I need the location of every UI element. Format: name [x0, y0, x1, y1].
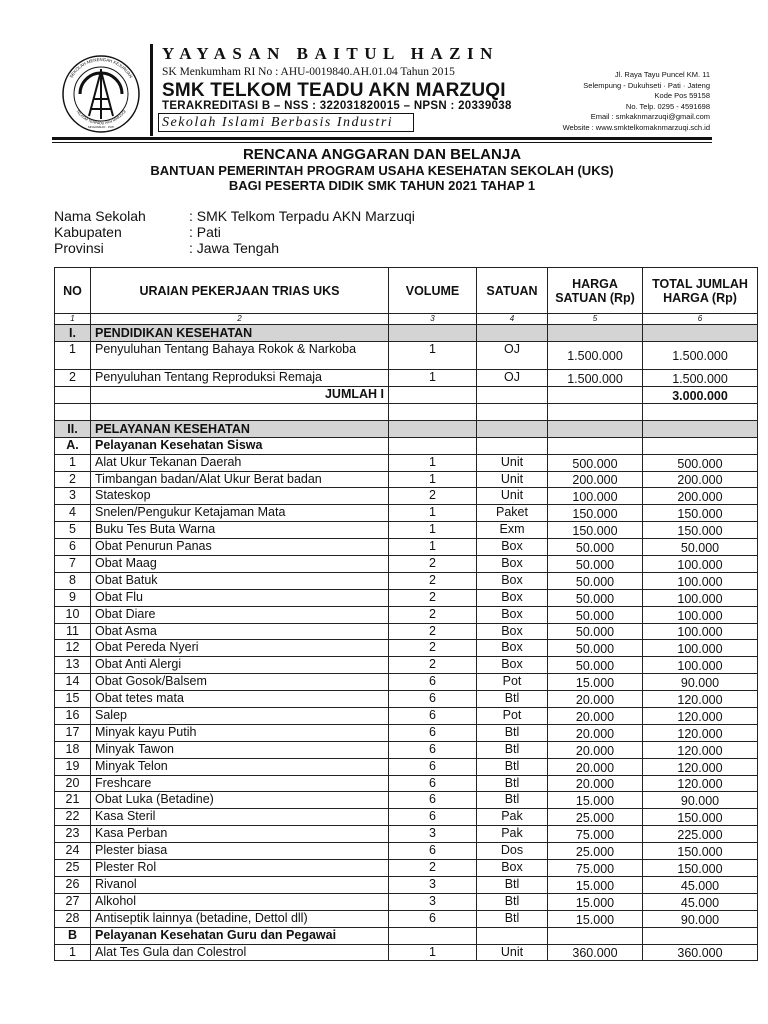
row-no: 9: [55, 589, 91, 606]
svg-text:SEKOLAH MENENGAH KEJURUAN: SEKOLAH MENENGAH KEJURUAN: [68, 56, 134, 79]
school-address: [563, 70, 710, 133]
row-no: 27: [55, 893, 91, 910]
row-unit: Box: [477, 640, 548, 657]
school-info: [54, 208, 415, 256]
row-total: 100.000: [643, 623, 758, 640]
col-number: 3: [389, 314, 477, 325]
row-volume: 2: [389, 572, 477, 589]
row-volume: 1: [389, 944, 477, 961]
table-row: [55, 826, 758, 843]
row-volume: 1: [389, 539, 477, 556]
row-volume: 6: [389, 792, 477, 809]
info-value: : Jawa Tengah: [189, 240, 280, 256]
row-total: 45.000: [643, 893, 758, 910]
row-price: 500.000: [548, 454, 643, 471]
table-row: [55, 691, 758, 708]
info-label: Kabupaten: [54, 224, 122, 240]
document-subtitle: BANTUAN PEMERINTAH PROGRAM USAHA KESEHATAN SEKOLAH (UKS): [150, 163, 614, 178]
row-no: 8: [55, 572, 91, 589]
sk-number: SK Menkumham RI No : AHU-0019840.AH.01.04 Tahun 2015: [162, 66, 455, 78]
row-item: Timbangan badan/Alat Ukur Berat badan: [91, 471, 389, 488]
row-price: 1.500.000: [548, 370, 643, 387]
row-total: 90.000: [643, 792, 758, 809]
row-price: 50.000: [548, 623, 643, 640]
row-item: Obat Penurun Panas: [91, 539, 389, 556]
section-row: [55, 325, 758, 342]
svg-text:SINGOREJO · PATI: SINGOREJO · PATI: [87, 125, 115, 129]
table-row: [55, 674, 758, 691]
table-header-row: [55, 268, 758, 314]
row-volume: 2: [389, 860, 477, 877]
row-volume: 1: [389, 471, 477, 488]
row-volume: 1: [389, 505, 477, 522]
document-subtitle: BAGI PESERTA DIDIK SMK TAHUN 2021 TAHAP 1: [228, 178, 536, 193]
row-unit: Box: [477, 572, 548, 589]
svg-text:TELKOM TERPADU AKN MARZUQI: TELKOM TERPADU AKN MARZUQI: [75, 109, 127, 126]
col-header-total: TOTAL JUMLAH HARGA (Rp): [643, 268, 758, 314]
row-price: 25.000: [548, 843, 643, 860]
row-item: Kasa Steril: [91, 809, 389, 826]
row-no: 10: [55, 606, 91, 623]
row-unit: Box: [477, 606, 548, 623]
table-row: [55, 606, 758, 623]
row-unit: Unit: [477, 488, 548, 505]
row-total: 360.000: [643, 944, 758, 961]
table-row: [55, 758, 758, 775]
row-no: 15: [55, 691, 91, 708]
row-unit: OJ: [477, 370, 548, 387]
header-divider: [150, 44, 153, 136]
row-price: 20.000: [548, 758, 643, 775]
row-unit: Unit: [477, 944, 548, 961]
section-no: II.: [55, 420, 91, 437]
table-row: [55, 522, 758, 539]
table-row: [55, 640, 758, 657]
row-total: 100.000: [643, 606, 758, 623]
col-header-volume: VOLUME: [389, 268, 477, 314]
row-total: 120.000: [643, 758, 758, 775]
row-unit: Btl: [477, 792, 548, 809]
row-unit: Box: [477, 860, 548, 877]
row-no: 5: [55, 522, 91, 539]
row-unit: Btl: [477, 691, 548, 708]
row-volume: 1: [389, 522, 477, 539]
row-unit: Unit: [477, 454, 548, 471]
row-volume: 3: [389, 876, 477, 893]
row-unit: Btl: [477, 893, 548, 910]
col-number: 5: [548, 314, 643, 325]
row-item: Stateskop: [91, 488, 389, 505]
row-item: Kasa Perban: [91, 826, 389, 843]
row-unit: Box: [477, 539, 548, 556]
address-line: Website : www.smktelkomaknmarzuqi.sch.id: [562, 122, 710, 132]
row-no: 19: [55, 758, 91, 775]
row-unit: Btl: [477, 741, 548, 758]
row-price: 15.000: [548, 674, 643, 691]
row-no: 2: [55, 370, 91, 387]
header-rule: [52, 137, 712, 140]
row-volume: 2: [389, 623, 477, 640]
row-price: 20.000: [548, 775, 643, 792]
row-price: 15.000: [548, 910, 643, 927]
section-no: I.: [55, 325, 91, 342]
table-row: [55, 944, 758, 961]
row-item: Alat Ukur Tekanan Daerah: [91, 454, 389, 471]
row-no: 3: [55, 488, 91, 505]
row-price: 1.500.000: [548, 342, 643, 370]
row-price: 50.000: [548, 572, 643, 589]
table-row: [55, 623, 758, 640]
row-volume: 1: [389, 454, 477, 471]
row-price: 200.000: [548, 471, 643, 488]
row-unit: Btl: [477, 758, 548, 775]
row-price: 15.000: [548, 876, 643, 893]
subsection-title: Pelayanan Kesehatan Guru dan Pegawai: [91, 927, 389, 944]
row-unit: Box: [477, 657, 548, 674]
table-row: [55, 910, 758, 927]
table-row: [55, 708, 758, 725]
row-volume: 6: [389, 843, 477, 860]
row-no: 17: [55, 724, 91, 741]
row-item: Salep: [91, 708, 389, 725]
row-price: 20.000: [548, 691, 643, 708]
col-header-unit: SATUAN: [477, 268, 548, 314]
table-row: [55, 471, 758, 488]
col-number: 2: [91, 314, 389, 325]
row-item: Penyuluhan Tentang Bahaya Rokok & Narkoba: [91, 342, 389, 370]
section-title: PELAYANAN KESEHATAN: [91, 420, 389, 437]
row-price: 100.000: [548, 488, 643, 505]
info-value: : SMK Telkom Terpadu AKN Marzuqi: [189, 208, 415, 224]
section-row: [55, 420, 758, 437]
row-item: Obat Asma: [91, 623, 389, 640]
row-total: 1.500.000: [643, 370, 758, 387]
row-total: 500.000: [643, 454, 758, 471]
table-row: [55, 505, 758, 522]
row-item: Penyuluhan Tentang Reproduksi Remaja: [91, 370, 389, 387]
row-volume: 6: [389, 674, 477, 691]
row-no: 22: [55, 809, 91, 826]
info-row: [54, 224, 415, 240]
row-unit: Pak: [477, 826, 548, 843]
row-volume: 2: [389, 488, 477, 505]
subtotal-label: JUMLAH I: [91, 386, 389, 403]
row-volume: 2: [389, 657, 477, 674]
row-volume: 6: [389, 708, 477, 725]
table-row: [55, 741, 758, 758]
row-unit: Exm: [477, 522, 548, 539]
row-item: Freshcare: [91, 775, 389, 792]
row-item: Obat Maag: [91, 556, 389, 573]
row-no: 18: [55, 741, 91, 758]
section-title: PENDIDIKAN KESEHATAN: [91, 325, 389, 342]
row-no: 7: [55, 556, 91, 573]
row-price: 15.000: [548, 893, 643, 910]
row-item: Obat Gosok/Balsem: [91, 674, 389, 691]
table-row: [55, 860, 758, 877]
row-item: Obat Pereda Nyeri: [91, 640, 389, 657]
row-no: 23: [55, 826, 91, 843]
header-rule: [52, 142, 712, 143]
row-price: 50.000: [548, 640, 643, 657]
row-no: 6: [55, 539, 91, 556]
row-unit: Unit: [477, 471, 548, 488]
row-unit: Btl: [477, 724, 548, 741]
row-price: 20.000: [548, 724, 643, 741]
row-item: Plester biasa: [91, 843, 389, 860]
row-item: Minyak kayu Putih: [91, 724, 389, 741]
row-total: 120.000: [643, 741, 758, 758]
row-total: 100.000: [643, 657, 758, 674]
row-volume: 3: [389, 826, 477, 843]
row-price: 20.000: [548, 708, 643, 725]
row-no: 25: [55, 860, 91, 877]
row-price: 75.000: [548, 826, 643, 843]
col-number: 6: [643, 314, 758, 325]
row-no: 26: [55, 876, 91, 893]
school-name: SMK TELKOM TEADU AKN MARZUQI: [162, 80, 506, 101]
school-logo: [56, 54, 146, 134]
row-unit: Box: [477, 589, 548, 606]
row-unit: Btl: [477, 910, 548, 927]
row-item: Alkohol: [91, 893, 389, 910]
row-item: Minyak Tawon: [91, 741, 389, 758]
row-unit: Btl: [477, 775, 548, 792]
table-row: [55, 843, 758, 860]
row-total: 120.000: [643, 724, 758, 741]
row-item: Obat Anti Alergi: [91, 657, 389, 674]
school-motto: Sekolah Islami Berbasis Industri: [158, 113, 414, 132]
row-price: 75.000: [548, 860, 643, 877]
col-number: 1: [55, 314, 91, 325]
row-total: 1.500.000: [643, 342, 758, 370]
foundation-name: YAYASAN BAITUL HAZIN: [162, 44, 499, 63]
info-row: [54, 208, 415, 224]
row-volume: 6: [389, 741, 477, 758]
table-row: [55, 775, 758, 792]
row-total: 100.000: [643, 572, 758, 589]
row-total: 200.000: [643, 488, 758, 505]
address-line: Jl. Raya Tayu Puncel KM. 11: [614, 70, 710, 79]
table-row: [55, 876, 758, 893]
budget-table: [54, 267, 758, 961]
row-item: Minyak Telon: [91, 758, 389, 775]
row-volume: 2: [389, 556, 477, 573]
subsection-no: A.: [55, 437, 91, 454]
row-item: Antiseptik lainnya (betadine, Dettol dll): [91, 910, 389, 927]
address-line: Kode Pos 59158: [654, 91, 710, 100]
subsection-row: [55, 437, 758, 454]
row-item: Rivanol: [91, 876, 389, 893]
row-total: 120.000: [643, 775, 758, 792]
row-unit: Pot: [477, 674, 548, 691]
row-price: 50.000: [548, 657, 643, 674]
address-line: Selempung - Dukuhseti · Pati · Jateng: [583, 80, 710, 90]
table-row: [55, 589, 758, 606]
info-label: Provinsi: [54, 240, 104, 256]
row-no: 13: [55, 657, 91, 674]
subsection-title: Pelayanan Kesehatan Siswa: [91, 437, 389, 454]
table-row: [55, 809, 758, 826]
subtotal-row: [55, 386, 758, 403]
row-total: 45.000: [643, 876, 758, 893]
row-total: 120.000: [643, 691, 758, 708]
row-item: Obat Luka (Betadine): [91, 792, 389, 809]
row-item: Obat Batuk: [91, 572, 389, 589]
row-unit: Box: [477, 623, 548, 640]
subsection-row: [55, 927, 758, 944]
row-price: 50.000: [548, 539, 643, 556]
col-header-no: NO: [55, 268, 91, 314]
subtotal-value: 3.000.000: [643, 386, 758, 403]
row-unit: Btl: [477, 876, 548, 893]
row-total: 50.000: [643, 539, 758, 556]
row-total: 150.000: [643, 860, 758, 877]
row-price: 360.000: [548, 944, 643, 961]
col-header-price: HARGA SATUAN (Rp): [548, 268, 643, 314]
row-no: 4: [55, 505, 91, 522]
info-row: [54, 240, 415, 256]
row-volume: 6: [389, 910, 477, 927]
row-no: 1: [55, 342, 91, 370]
row-price: 150.000: [548, 505, 643, 522]
row-item: Obat tetes mata: [91, 691, 389, 708]
row-total: 150.000: [643, 505, 758, 522]
row-total: 225.000: [643, 826, 758, 843]
info-label: Nama Sekolah: [54, 208, 146, 224]
info-value: : Pati: [189, 224, 221, 240]
row-unit: Pot: [477, 708, 548, 725]
address-line: Email : smkaknmarzuqi@gmail.com: [590, 112, 710, 121]
row-no: 11: [55, 623, 91, 640]
row-volume: 2: [389, 589, 477, 606]
row-total: 150.000: [643, 522, 758, 539]
row-volume: 1: [389, 342, 477, 370]
row-no: 24: [55, 843, 91, 860]
row-no: 16: [55, 708, 91, 725]
table-row: [55, 342, 758, 370]
table-row: [55, 488, 758, 505]
row-volume: 6: [389, 724, 477, 741]
table-row: [55, 792, 758, 809]
row-item: Alat Tes Gula dan Colestrol: [91, 944, 389, 961]
row-volume: 6: [389, 775, 477, 792]
row-unit: Paket: [477, 505, 548, 522]
subsection-no: B: [55, 927, 91, 944]
row-total: 200.000: [643, 471, 758, 488]
row-no: 1: [55, 944, 91, 961]
row-no: 20: [55, 775, 91, 792]
table-row: [55, 556, 758, 573]
row-item: Obat Flu: [91, 589, 389, 606]
row-unit: Dos: [477, 843, 548, 860]
row-no: 1: [55, 454, 91, 471]
table-row: [55, 893, 758, 910]
table-row: [55, 454, 758, 471]
row-no: 12: [55, 640, 91, 657]
row-price: 150.000: [548, 522, 643, 539]
row-no: 21: [55, 792, 91, 809]
row-total: 150.000: [643, 843, 758, 860]
col-number: 4: [477, 314, 548, 325]
row-total: 150.000: [643, 809, 758, 826]
row-total: 100.000: [643, 589, 758, 606]
column-number-row: [55, 314, 758, 325]
row-price: 50.000: [548, 556, 643, 573]
row-item: Plester Rol: [91, 860, 389, 877]
row-no: 28: [55, 910, 91, 927]
row-price: 50.000: [548, 589, 643, 606]
row-total: 120.000: [643, 708, 758, 725]
row-unit: OJ: [477, 342, 548, 370]
table-row: [55, 724, 758, 741]
row-price: 25.000: [548, 809, 643, 826]
row-price: 50.000: [548, 606, 643, 623]
row-volume: 6: [389, 691, 477, 708]
table-row: [55, 657, 758, 674]
row-price: 20.000: [548, 741, 643, 758]
row-item: Snelen/Pengukur Ketajaman Mata: [91, 505, 389, 522]
table-row: [55, 539, 758, 556]
row-item: Obat Diare: [91, 606, 389, 623]
blank-row: [55, 403, 758, 420]
address-line: No. Telp. 0295 - 4591698: [625, 101, 710, 111]
row-no: 14: [55, 674, 91, 691]
row-unit: Pak: [477, 809, 548, 826]
row-unit: Box: [477, 556, 548, 573]
col-header-item: URAIAN PEKERJAAN TRIAS UKS: [91, 268, 389, 314]
row-volume: 6: [389, 758, 477, 775]
row-volume: 6: [389, 809, 477, 826]
accreditation-line: TERAKREDITASI B – NSS : 322031820015 – NPSN : 20339038: [162, 100, 512, 112]
row-total: 90.000: [643, 674, 758, 691]
row-volume: 2: [389, 606, 477, 623]
row-volume: 3: [389, 893, 477, 910]
row-volume: 1: [389, 370, 477, 387]
row-volume: 2: [389, 640, 477, 657]
row-no: 2: [55, 471, 91, 488]
table-row: [55, 370, 758, 387]
document-title: RENCANA ANGGARAN DAN BELANJA: [242, 146, 522, 163]
table-row: [55, 572, 758, 589]
row-price: 15.000: [548, 792, 643, 809]
row-total: 100.000: [643, 556, 758, 573]
row-item: Buku Tes Buta Warna: [91, 522, 389, 539]
row-total: 100.000: [643, 640, 758, 657]
row-total: 90.000: [643, 910, 758, 927]
